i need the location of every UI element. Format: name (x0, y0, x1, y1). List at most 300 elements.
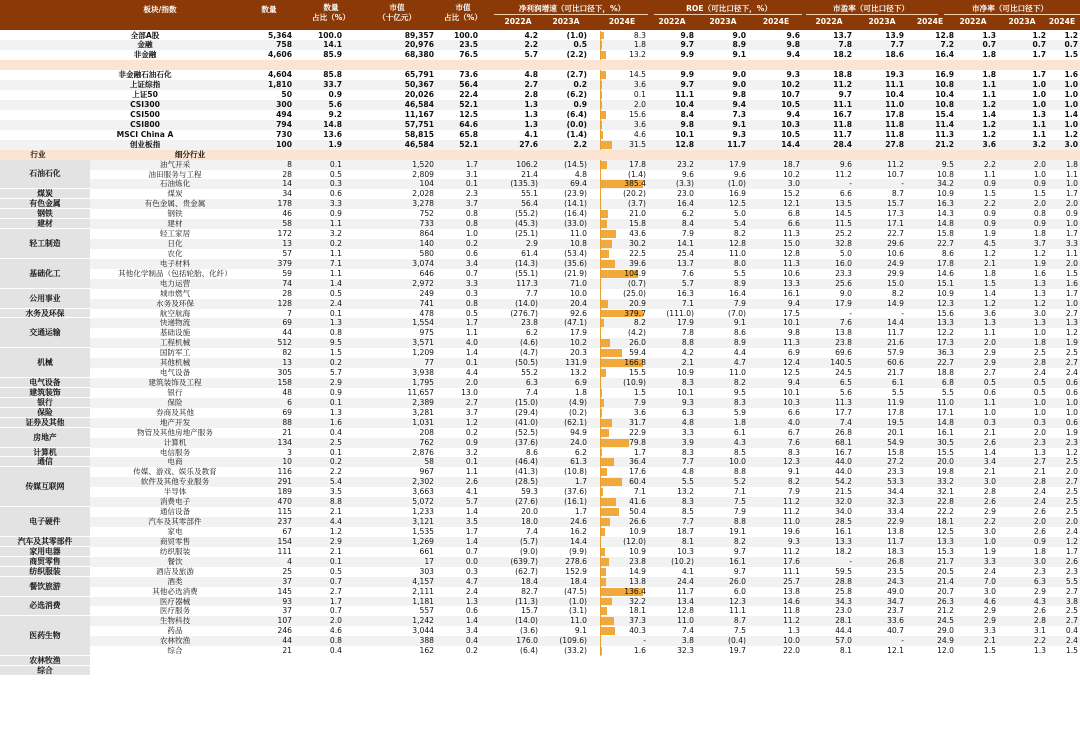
industry_rows-pb-2023a: 0.8 (1033, 209, 1046, 219)
industry_rows-pb-2023a: 2.4 (1033, 487, 1046, 497)
industry_rows-pb-2022a: 0.6 (983, 387, 996, 397)
industry_rows-name: 通信设备 (159, 507, 191, 517)
index_rows-pe-2024e: 10.8 (935, 80, 954, 90)
industry_rows-growth-2022a: (52.5) (515, 427, 538, 437)
industry_rows-pe-2024e: 12.3 (937, 298, 954, 308)
industry_rows-count-pct: 2.9 (329, 536, 342, 546)
industry_rows-pb-2022a: 3.0 (983, 527, 996, 536)
industry_rows-roe-2023a: (0.4) (727, 636, 746, 646)
industry_rows-pb-2023a: 3.7 (1033, 239, 1046, 249)
industry_rows-pb-2024e: 3.8 (1065, 596, 1078, 606)
industry_rows-mktcap-pct: 13.0 (461, 387, 478, 397)
index_rows-roe-2023a: 9.0 (732, 30, 746, 40)
industry_rows-roe-2022a: 6.2 (681, 209, 694, 219)
industry_rows-pe-2024e: 16.3 (937, 199, 954, 209)
industry_rows-count-pct: 2.0 (329, 616, 342, 626)
index_rows-pe-2024e: 15.4 (935, 109, 954, 119)
index_rows-pb-2022a: 1.2 (982, 100, 996, 109)
industry_rows-pe-2022a: 28.5 (835, 517, 852, 527)
industry_rows-growth-2024e: 20.9 (629, 298, 646, 308)
industry_rows-pe-2022a: 25.6 (835, 278, 852, 288)
industry_rows-pb-2022a: 3.0 (983, 477, 996, 487)
industry_rows-pb-2022a: 1.3 (983, 318, 996, 328)
industry_rows-roe-2024e: 11.2 (783, 546, 800, 556)
industry_rows-count-pct: 3.2 (329, 229, 342, 239)
industry_rows-growth-2023a: (4.9) (568, 397, 587, 407)
industry_rows-count: 93 (282, 596, 292, 606)
industry_rows-count: 6 (287, 397, 292, 407)
industry_rows-count-pct: 2.1 (329, 546, 342, 556)
industry_rows-growth-2023a: (53.4) (564, 248, 587, 258)
industry_rows-growth-2022a: (11.3) (515, 596, 538, 606)
industry_rows-roe-2023a: 10.0 (729, 457, 746, 467)
industry_rows-mktcap-pct: 1.3 (465, 596, 478, 606)
industry_rows-pe-2024e: 22.7 (937, 358, 954, 368)
industry_rows-roe-2024e: 10.2 (783, 169, 800, 179)
index_rows-pe-2024e: 16.9 (935, 70, 954, 80)
industry_rows-pb-2022a: 0.3 (983, 417, 996, 427)
industry_rows-pe-2024e: 17.1 (937, 407, 954, 417)
industry_rows-growth-2023a: 24.0 (570, 437, 587, 447)
industry_rows-growth-2022a: (41.3) (515, 467, 538, 477)
industry_rows-pb-2024e: 1.5 (1065, 646, 1078, 656)
index_rows-pe-2023a: 11.8 (885, 119, 904, 129)
industry_rows-roe-2024e: 16.1 (783, 288, 800, 298)
industry_rows-roe-2024e: 17.6 (783, 556, 800, 566)
industry_rows-count-pct: 1.1 (329, 268, 342, 278)
industry_rows-name: 电商 (167, 457, 183, 467)
industry_rows-pe-2022a: 17.9 (835, 298, 852, 308)
industry_rows-name: 综合 (167, 646, 183, 656)
industry_rows-name: 油气开采 (159, 159, 191, 169)
industry_rows-pe-2024e: 11.0 (937, 397, 954, 407)
industry_rows-pe-2022a: 34.0 (835, 507, 852, 517)
industry_rows-mktcap: 2,302 (412, 477, 434, 487)
industry_rows-roe-2022a: 11.0 (677, 616, 694, 626)
index_rows-count-pct: 0.9 (328, 90, 342, 100)
industry_rows-count: 57 (282, 248, 292, 258)
industry_rows-pb-2024e: 2.7 (1065, 477, 1078, 487)
industry_rows-mktcap: 249 (419, 288, 434, 298)
industry_rows-growth-2023a: 18.4 (570, 576, 587, 586)
industry_rows-roe-2023a: 9.5 (733, 387, 746, 397)
index_rows-pb-2022a: 1.1 (982, 80, 996, 90)
index_rows-growth-2023a: 2.2 (573, 139, 587, 149)
industry_rows-pb-2024e: 2.3 (1065, 566, 1078, 576)
industry_rows-pe-2024e: 10.9 (937, 189, 954, 199)
industry_rows-mktcap: 3,121 (412, 517, 434, 527)
industry_rows-pe-2024e: 20.5 (937, 566, 954, 576)
industry-group-label: 轻工制造 (0, 229, 90, 259)
industry_rows-roe-2024e: 6.7 (787, 427, 800, 437)
industry_rows-growth-2024e: 166.8 (624, 358, 646, 368)
industry_rows-pb-2022a: 2.1 (983, 258, 996, 268)
industry_rows-mktcap: 557 (419, 606, 434, 616)
industry_rows-pe-2023a: 21.6 (887, 338, 904, 348)
industry_rows-roe-2022a: 7.9 (681, 229, 694, 239)
industry_rows-pe-2024e: 22.2 (937, 507, 954, 517)
industry_rows-pe-2022a: 13.8 (835, 328, 852, 338)
industry_rows-pe-2024e: 22.8 (937, 497, 954, 507)
industry_rows-roe-2022a: (3.3) (675, 179, 694, 189)
industry_rows-pb-2022a: 1.2 (983, 248, 996, 258)
industry_rows-pb-2022a: 2.9 (983, 358, 996, 368)
index_rows-mktcap: 89,357 (404, 30, 434, 40)
industry_rows-count-pct: 8.8 (329, 497, 342, 507)
industry_rows-roe-2024e: 13.3 (783, 278, 800, 288)
industry-group-label: 商贸零售 (0, 557, 90, 567)
industry_rows-pb-2022a: 1.1 (983, 397, 996, 407)
industry_rows-count: 13 (282, 358, 292, 368)
index_rows-roe-2022a: 11.1 (675, 90, 694, 100)
index_rows-count-pct: 9.2 (328, 109, 342, 119)
index_rows-pb-2024e: 1.2 (1064, 30, 1078, 40)
index_rows-pe-2023a: 10.4 (885, 90, 904, 100)
industry_rows-growth-2022a: (6.4) (519, 646, 538, 656)
industry_rows-pb-2022a: 0.9 (983, 209, 996, 219)
industry_rows-pe-2024e: 18.1 (937, 517, 954, 527)
industry_rows-mktcap: 162 (419, 646, 434, 656)
header-year-pb-1: 2023A (1008, 17, 1036, 26)
industry_rows-pe-2024e: 15.1 (937, 278, 954, 288)
industry_rows-mktcap: 303 (419, 566, 434, 576)
industry_rows-pe-2023a: 8.7 (891, 189, 904, 199)
industry_rows-pb-2023a: 1.0 (1033, 169, 1046, 179)
index_rows-roe-2022a: 9.9 (680, 70, 694, 80)
industry_rows-growth-2024e: 79.8 (629, 437, 646, 447)
industry_rows-pe-2024e: 18.8 (937, 368, 954, 378)
industry_rows-count-pct: 5.4 (329, 477, 342, 487)
industry_rows-count: 178 (277, 199, 292, 209)
industry_rows-pe-2022a: 6.6 (839, 189, 852, 199)
industry_rows-pe-2024e: 9.5 (941, 159, 954, 169)
industry_rows-pe-2023a: 24.3 (887, 576, 904, 586)
industry_rows-mktcap: 762 (419, 437, 434, 447)
industry_rows-name: 有色金属、贵金属 (144, 199, 206, 209)
industry_rows-growth-2024e: 14.9 (629, 566, 646, 576)
index_rows-count-pct: 100.0 (317, 30, 342, 40)
industry_rows-growth-2023a: (35.6) (564, 258, 587, 268)
industry_rows-pb-2022a: 1.4 (983, 447, 996, 457)
industry_rows-mktcap-pct: 1.0 (465, 229, 478, 239)
industry_rows-pb-2023a: 2.4 (1033, 497, 1046, 507)
industry_rows-pb-2022a: 2.8 (983, 487, 996, 497)
industry_rows-pb-2023a: 2.8 (1033, 358, 1046, 368)
industry_rows-growth-2024e: 22.9 (629, 427, 646, 437)
industry_rows-growth-2022a: 7.7 (525, 288, 538, 298)
industry_rows-count: 21 (282, 427, 292, 437)
industry_rows-growth-2022a: (25.1) (515, 229, 538, 239)
industry_rows-roe-2022a: 4.8 (681, 417, 694, 427)
index_rows-growth-2024e: 3.6 (633, 119, 646, 129)
industry_rows-growth-2023a: 61.3 (570, 457, 587, 467)
industry_rows-roe-2024e: 17.5 (783, 308, 800, 318)
index_rows-growth-2022a: 4.1 (524, 129, 538, 139)
industry_rows-mktcap-pct: 3.4 (465, 626, 478, 636)
index_rows-count: 50 (281, 90, 292, 100)
industry_rows-growth-2023a: 1.7 (574, 507, 587, 517)
industry_rows-pb-2023a: 2.0 (1033, 159, 1046, 169)
industry_rows-roe-2022a: 13.4 (677, 596, 694, 606)
industry_rows-count-pct: 0.2 (329, 358, 342, 368)
industry_rows-pb-2023a: 2.3 (1033, 566, 1046, 576)
industry_rows-growth-2024e: 7.1 (633, 487, 646, 497)
industry_rows-name: 半导体 (163, 487, 187, 497)
industry_rows-mktcap: 17 (424, 556, 434, 566)
industry_rows-roe-2022a: 24.4 (677, 576, 694, 586)
industry_rows-count-pct: 0.7 (329, 576, 342, 586)
industry_rows-name: 煤炭 (167, 189, 183, 199)
industry_rows-count-pct: 0.2 (329, 239, 342, 249)
industry_rows-mktcap: 1,535 (412, 527, 434, 536)
industry_rows-pb-2024e: 1.2 (1065, 447, 1078, 457)
industry_rows-pb-2024e: 2.5 (1065, 507, 1078, 517)
industry_rows-roe-2023a: 16.9 (729, 189, 746, 199)
industry_rows-name: 酒类 (167, 576, 183, 586)
industry_rows-growth-2022a: (14.3) (515, 258, 538, 268)
industry_rows-count-pct: 0.5 (329, 169, 342, 179)
index_rows-growth-2023a: 0.5 (573, 40, 587, 50)
industry_rows-pe-2022a: 32.8 (835, 239, 852, 249)
industry_rows-growth-2024e: 10.9 (629, 527, 646, 536)
industry_rows-count-pct: 0.9 (329, 209, 342, 219)
industry_rows-pe-2023a: 57.9 (887, 348, 904, 358)
industry_rows-name: 水务及环保 (156, 298, 194, 308)
industry_rows-count: 7 (287, 308, 292, 318)
index_rows-growth-2022a: 27.6 (519, 139, 538, 149)
industry_rows-pb-2022a: 2.7 (983, 368, 996, 378)
industry_rows-pb-2023a: 1.5 (1033, 189, 1046, 199)
index_rows-pe-2022a: 7.8 (838, 40, 852, 50)
industry_rows-growth-2023a: (37.6) (564, 487, 587, 497)
header-rule-1 (654, 14, 802, 15)
industry_rows-growth-2024e: 26.0 (629, 338, 646, 348)
industry_rows-name: 餐饮 (167, 556, 183, 566)
industry_rows-pb-2023a: 4.3 (1033, 596, 1046, 606)
industry_rows-pb-2022a: 1.1 (983, 328, 996, 338)
industry_rows-pe-2023a: 19.5 (887, 417, 904, 427)
industry_rows-pe-2024e: 32.1 (937, 487, 954, 497)
industry_rows-mktcap-pct: 1.4 (465, 536, 478, 546)
industry_rows-growth-2022a: 82.7 (521, 586, 538, 596)
industry_rows-count-pct: 1.1 (329, 248, 342, 258)
industry_rows-count-pct: 1.1 (329, 219, 342, 229)
industry_rows-roe-2024e: 3.0 (787, 179, 800, 189)
industry_rows-mktcap: 975 (419, 328, 434, 338)
industry_rows-pe-2023a: 21.7 (887, 368, 904, 378)
industry_rows-pb-2022a: 1.8 (983, 268, 996, 278)
index_rows-pb-2022a: 1.4 (982, 109, 996, 119)
industry_rows-mktcap-pct: 0.1 (465, 179, 478, 189)
index_rows-count: 1,810 (267, 80, 292, 90)
industry_rows-pe-2024e: 20.7 (937, 586, 954, 596)
industry_rows-pe-2022a: 13.3 (835, 536, 852, 546)
industry_rows-pe-2023a: 11.7 (887, 328, 904, 338)
header-sector: 板块/指数 (143, 5, 177, 14)
industry_rows-pb-2023a: 1.8 (1033, 546, 1046, 556)
industry_rows-growth-2024e: 40.3 (629, 626, 646, 636)
industry_rows-growth-2023a: 94.9 (570, 427, 587, 437)
industry_rows-mktcap-pct: 0.9 (465, 437, 478, 447)
industry-group-label: 有色金属 (0, 199, 90, 209)
industry_rows-pe-2023a: 26.8 (887, 556, 904, 566)
industry_rows-pb-2024e: 1.1 (1065, 169, 1078, 179)
industry_rows-count-pct: 0.4 (329, 427, 342, 437)
industry_rows-pe-2024e: 15.5 (937, 447, 954, 457)
industry_rows-count-pct: 0.8 (329, 636, 342, 646)
industry_rows-roe-2022a: 16.4 (677, 199, 694, 209)
industry_rows-pb-2022a: 2.0 (983, 338, 996, 348)
industry_rows-mktcap: 3,571 (412, 338, 434, 348)
index_rows-mktcap-pct: 64.6 (459, 119, 478, 129)
industry_rows-roe-2023a: 8.2 (733, 536, 746, 546)
industry_rows-pe-2023a: 15.7 (887, 199, 904, 209)
industry_rows-pb-2023a: 2.7 (1033, 457, 1046, 467)
industry_rows-name: 计算机 (163, 437, 187, 447)
industry_rows-mktcap: 104 (419, 179, 434, 189)
industry_rows-count: 21 (282, 646, 292, 656)
industry_rows-count-pct: 2.2 (329, 467, 342, 477)
industry_rows-mktcap-pct: 0.3 (465, 566, 478, 576)
industry_rows-roe-2024e: 11.3 (783, 229, 800, 239)
index_rows-name: 上证综指 (129, 80, 161, 90)
industry_rows-pb-2024e: 2.7 (1065, 358, 1078, 368)
industry_rows-roe-2024e: 11.3 (783, 258, 800, 268)
index_rows-count: 794 (276, 119, 292, 129)
industry_rows-pe-2022a: 23.3 (835, 268, 852, 278)
industry_rows-count-pct: 0.7 (329, 606, 342, 616)
industry_rows-pb-2022a: 4.6 (983, 596, 996, 606)
industry_rows-pb-2022a: 3.3 (983, 556, 996, 566)
industry_rows-pb-2023a: 2.4 (1033, 368, 1046, 378)
industry_rows-name: 地产开发 (159, 417, 191, 427)
industry_rows-pe-2022a: 24.5 (835, 368, 852, 378)
index_rows-growth-2024e: 13.2 (629, 50, 646, 60)
industry_rows-pe-2023a: 14.9 (887, 298, 904, 308)
industry_rows-name: 电气设备 (159, 368, 191, 378)
index_rows-roe-2023a: 9.0 (732, 80, 746, 90)
industry_rows-growth-2022a: (135.3) (510, 179, 538, 189)
industry_rows-roe-2022a: 16.3 (677, 288, 694, 298)
industry_rows-pb-2024e: 1.9 (1065, 427, 1078, 437)
index_rows-pe-2023a: 18.6 (885, 50, 904, 60)
industry_rows-growth-2024e: (1.4) (627, 169, 646, 179)
industry_rows-pb-2024e: 2.0 (1065, 199, 1078, 209)
index_rows-roe-2022a: 8.4 (680, 109, 694, 119)
industry_rows-growth-2024e: 15.5 (629, 368, 646, 378)
industry_rows-growth-2024e: 15.8 (629, 219, 646, 229)
industry_rows-pb-2024e: 1.2 (1065, 536, 1078, 546)
industry_rows-pb-2023a: 0.5 (1033, 378, 1046, 388)
industry_rows-roe-2023a: 16.4 (729, 288, 746, 298)
index_rows-pe-2022a: 28.4 (833, 139, 852, 149)
industry_rows-pb-2024e: 1.0 (1065, 219, 1078, 229)
index_rows-growth-2022a: 4.2 (524, 30, 538, 40)
industry_rows-mktcap-pct: 0.2 (465, 239, 478, 249)
industry_rows-count-pct: 0.8 (329, 328, 342, 338)
industry_rows-roe-2024e: 12.5 (783, 368, 800, 378)
index_rows-growth-2022a: 2.2 (524, 40, 538, 50)
industry_rows-roe-2023a: 5.9 (733, 407, 746, 417)
sub-industry-caption: 细分行业 (174, 149, 206, 159)
industry_rows-mktcap: 3,663 (412, 487, 434, 497)
industry_rows-name: 国防军工 (159, 348, 191, 358)
industry_rows-growth-2023a: 11.0 (570, 616, 587, 626)
industry_rows-pb-2023a: 0.9 (1033, 219, 1046, 229)
industry_rows-roe-2022a: 9.3 (681, 397, 694, 407)
industry_rows-mktcap-pct: 1.7 (465, 318, 478, 328)
industry-caption: 行业 (30, 149, 46, 159)
industry_rows-mktcap-pct: 3.2 (465, 447, 478, 457)
industry_rows-pe-2023a: 15.8 (887, 447, 904, 457)
index_rows-roe-2024e: 9.6 (786, 30, 800, 40)
index_rows-growth-2022a: 1.3 (524, 109, 538, 119)
industry_rows-pe-2022a: 5.6 (839, 387, 852, 397)
industry_rows-count: 111 (277, 546, 292, 556)
industry_rows-growth-2024e: 10.9 (629, 546, 646, 556)
industry_rows-growth-2024e: (4.2) (627, 328, 646, 338)
industry_rows-pb-2024e: 2.4 (1065, 368, 1078, 378)
industry_rows-growth-2022a: 20.0 (521, 507, 538, 517)
industry_rows-mktcap-pct: 0.5 (465, 308, 478, 318)
index_rows-pe-2023a: 27.8 (885, 139, 904, 149)
industry_rows-growth-2024e: 26.6 (629, 517, 646, 527)
industry_rows-roe-2022a: 5.7 (681, 278, 694, 288)
index_rows-pb-2024e: 1.6 (1064, 70, 1078, 80)
industry_rows-pe-2023a: 10.6 (887, 248, 904, 258)
industry_rows-pb-2024e: 1.9 (1065, 338, 1078, 348)
industry_rows-pb-2022a: 0.9 (983, 219, 996, 229)
industry_rows-roe-2024e: 19.6 (783, 527, 800, 536)
industry_rows-pb-2023a: 0.9 (1033, 179, 1046, 189)
industry_rows-name: 电信服务 (159, 447, 191, 457)
industry_rows-roe-2024e: 9.1 (787, 467, 800, 477)
industry_rows-name: 纺织服装 (159, 546, 191, 556)
industry-group-label: 医药生物 (0, 616, 90, 656)
index_rows-count: 100 (276, 139, 292, 149)
industry_rows-growth-2024e: 18.1 (629, 606, 646, 616)
header-year-pb-0: 2022A (959, 17, 987, 26)
industry_rows-growth-2022a: (4.6) (519, 338, 538, 348)
industry_rows-mktcap: 1,242 (412, 616, 434, 626)
industry_rows-count: 37 (282, 576, 292, 586)
industry_rows-pb-2024e: 1.0 (1065, 179, 1078, 189)
industry_rows-pb-2022a: 3.6 (983, 308, 996, 318)
industry_rows-pe-2023a: 33.4 (887, 507, 904, 517)
index_rows-pe-2022a: 11.1 (833, 100, 852, 109)
industry_rows-roe-2023a: 4.3 (733, 437, 746, 447)
industry_rows-mktcap-pct: 5.7 (465, 497, 478, 507)
industry_rows-roe-2024e: 9.4 (787, 378, 800, 388)
industry_rows-pe-2023a: 17.3 (887, 209, 904, 219)
industry_rows-pe-2023a: 49.0 (887, 586, 904, 596)
index_rows-pe-2022a: 18.8 (833, 70, 852, 80)
industry_rows-pb-2022a: 2.9 (983, 616, 996, 626)
industry_rows-growth-2024e: 39.6 (629, 258, 646, 268)
industry_rows-mktcap: 2,028 (412, 189, 434, 199)
industry_rows-name: 钢铁 (167, 209, 183, 219)
industry_rows-count: 14 (282, 179, 292, 189)
industry_rows-count: 3 (287, 447, 292, 457)
industry_rows-roe-2024e: 6.9 (787, 348, 800, 358)
industry_rows-count: 379 (277, 258, 292, 268)
industry_rows-pb-2023a: 2.6 (1033, 507, 1046, 517)
industry_rows-pe-2024e: 8.6 (941, 248, 954, 258)
index_rows-growth-2024e: 4.6 (633, 129, 646, 139)
industry-group-label: 餐饮旅游 (0, 577, 90, 597)
index_rows-pe-2023a: 11.1 (885, 80, 904, 90)
index_rows-pe-2023a: 7.7 (890, 40, 904, 50)
